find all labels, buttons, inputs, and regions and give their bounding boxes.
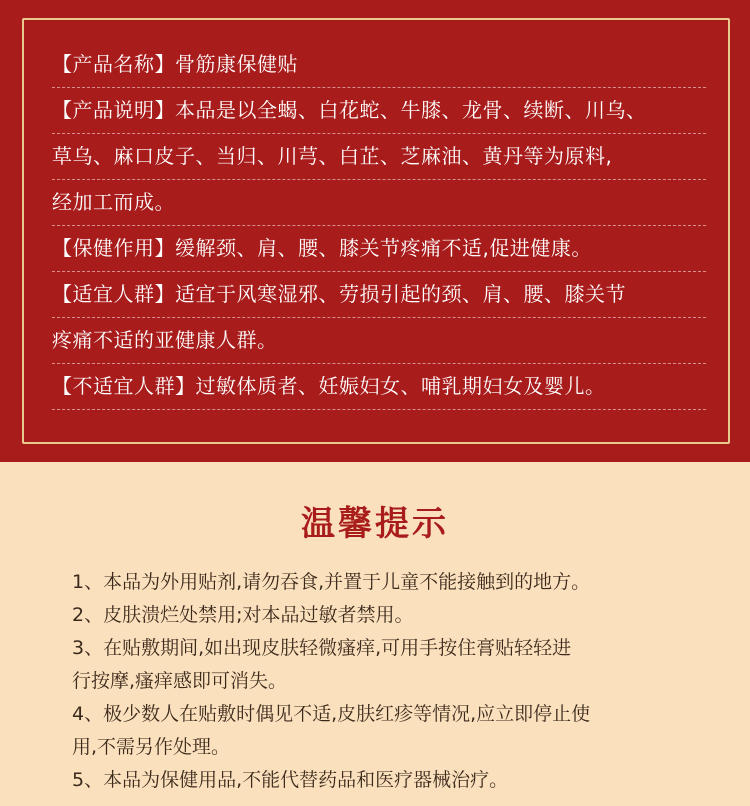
product-row-text: 缓解颈、肩、腰、膝关节疼痛不适,促进健康。 [175,236,592,260]
product-row-text: 过敏体质者、妊娠妇女、哺乳期妇女及婴儿。 [195,374,606,398]
list-item: 用,不需另作处理。 [72,736,231,758]
product-row-text: 骨筋康保健贴 [175,52,298,76]
product-row [52,226,706,272]
product-row-label: 【保健作用】 [52,236,175,260]
tips-list [30,567,720,796]
list-item: 4、极少数人在贴敷时偶见不适,皮肤红疹等情况,应立即停止使 [72,703,591,725]
product-row-label: 【适宜人群】 [52,282,175,306]
product-row-text: 草乌、麻口皮子、当归、川芎、白芷、芝麻油、黄丹等为原料, [52,144,613,168]
product-row [52,88,706,134]
product-row-text: 本品是以全蝎、白花蛇、牛膝、龙骨、续断、川乌、 [175,98,647,122]
product-row-label: 【产品名称】 [52,52,175,76]
list-item: 3、在贴敷期间,如出现皮肤轻微瘙痒,可用手按住膏贴轻轻进 [72,637,572,659]
product-row [52,272,706,318]
product-row [52,180,706,226]
list-item: 5、本品为保健用品,不能代替药品和医疗器械治疗。 [72,769,509,791]
product-row [52,42,706,88]
product-row [52,134,706,180]
list-item: 行按摩,瘙痒感即可消失。 [72,670,288,692]
product-row-text: 适宜于风寒湿邪、劳损引起的颈、肩、腰、膝关节 [175,282,626,306]
product-row-label: 【产品说明】 [52,98,175,122]
tips-panel [0,462,750,806]
product-row [52,318,706,364]
product-row-text: 经加工而成。 [52,190,175,214]
product-row-label: 【不适宜人群】 [52,374,196,398]
tips-title: 温馨提示 [301,504,449,544]
product-row-text: 疼痛不适的亚健康人群。 [52,328,278,352]
product-description-border [22,18,730,444]
product-row [52,364,706,410]
list-item: 1、本品为外用贴剂,请勿吞食,并置于儿童不能接触到的地方。 [72,571,591,593]
list-item: 2、皮肤溃烂处禁用;对本品过敏者禁用。 [72,604,414,626]
